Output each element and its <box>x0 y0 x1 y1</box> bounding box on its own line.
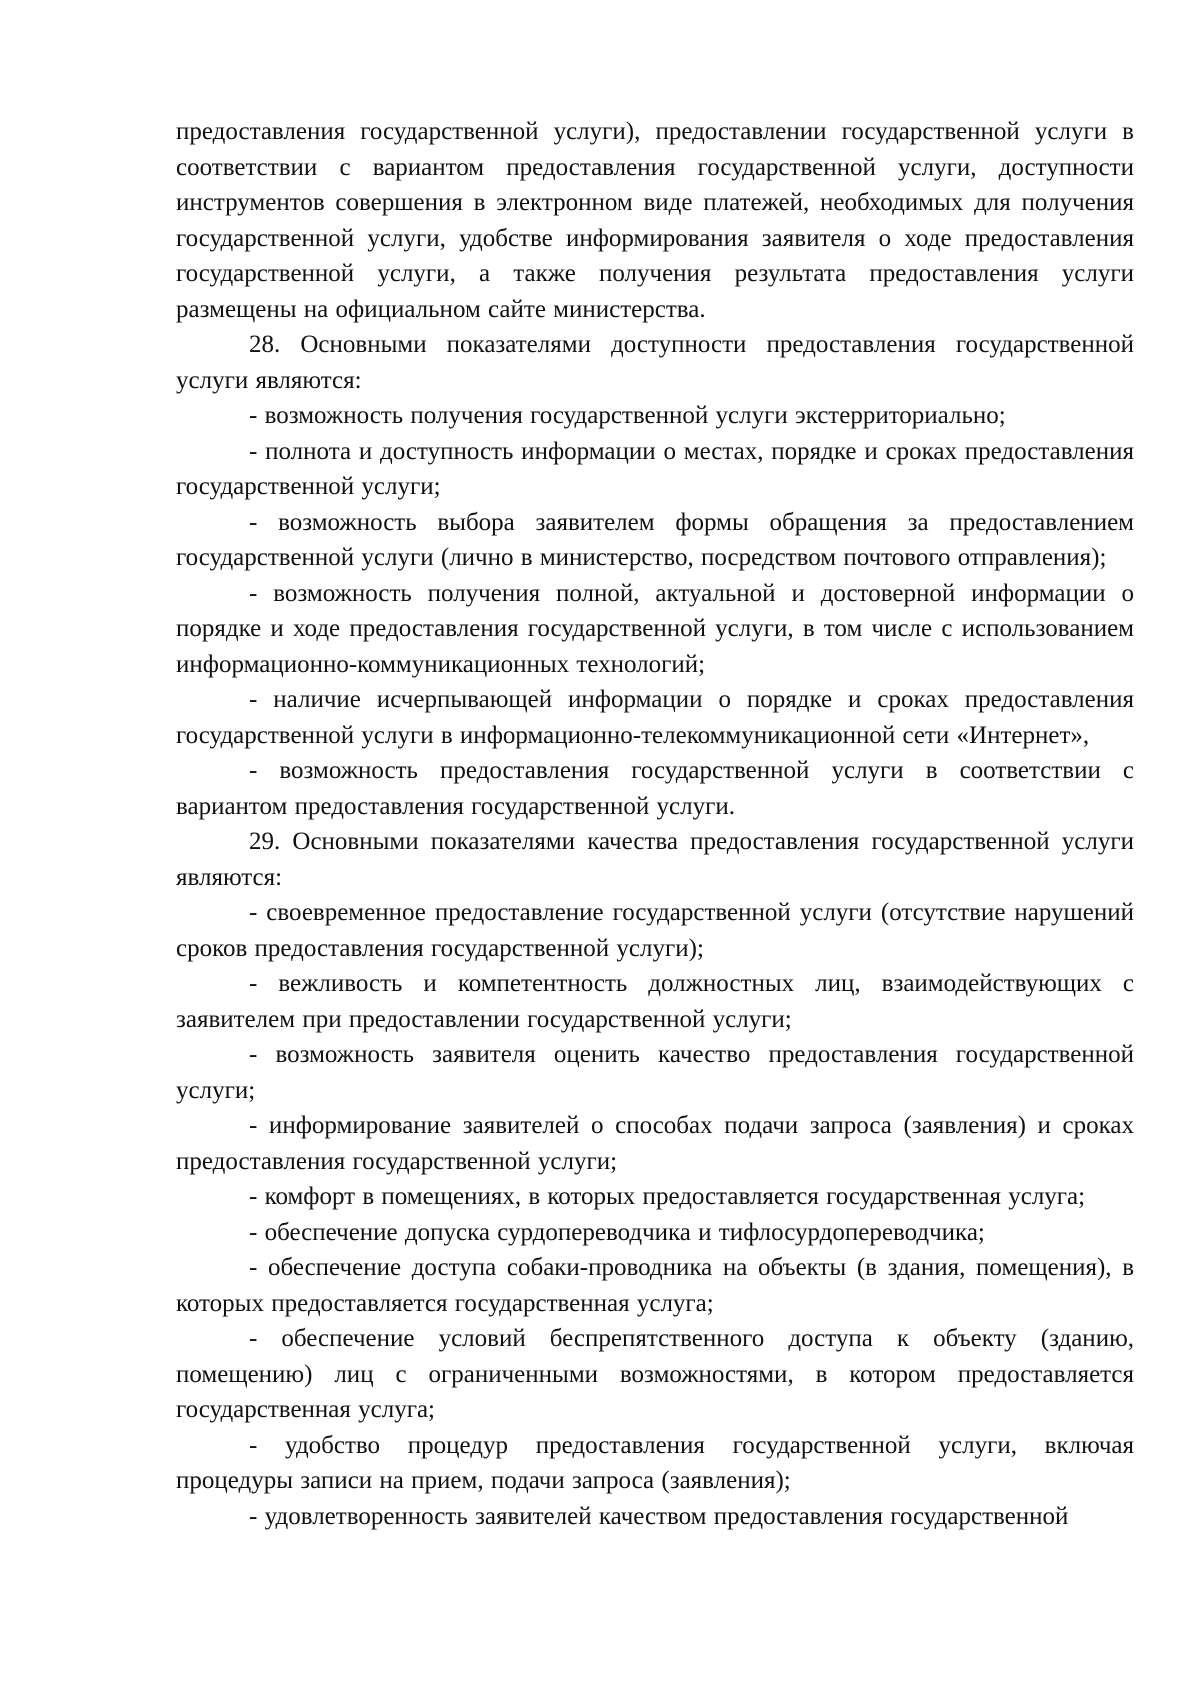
list-item: - полнота и доступность информации о местах, порядке и сроках предоставления государственной услуги; <box>176 437 1134 500</box>
list-item: - возможность предоставления государственной услуги в соответствии с вариантом предоставления государственной услуги. <box>176 757 1134 820</box>
list-item: - удовлетворенность заявителей качеством предоставления государственной <box>249 1502 1069 1530</box>
clause-29-heading: 29. Основными показателями качества предоставления государственной услуги являются: <box>176 828 1134 891</box>
list-item: - вежливость и компетентность должностных лиц, взаимодействующих с заявителем при предоставлении государственной услуги; <box>176 970 1134 1033</box>
list-item: - своевременное предоставление государственной услуги (отсутствие нарушений сроков предоставления государственной услуги); <box>176 899 1134 962</box>
document-body <box>176 114 1134 1534</box>
list-item: - возможность получения полной, актуальной и достоверной информации о порядке и ходе предоставления государственной услуги, в том числе с использованием информационно-коммуникационных технологий; <box>176 579 1134 678</box>
list-item: - обеспечение доступа собаки-проводника на объекты (в здания, помещения), в которых предоставляется государственная услуга; <box>176 1254 1134 1317</box>
list-item: - наличие исчерпывающей информации о порядке и сроках предоставления государственной услуги в информационно-телекоммуникационной сети «Интернет», <box>176 686 1134 749</box>
list-item: - информирование заявителей о способах подачи запроса (заявления) и сроках предоставления государственной услуги; <box>176 1112 1134 1175</box>
list-item: - обеспечение условий беспрепятственного доступа к объекту (зданию, помещению) лиц с ограниченными возможностями, в котором предоставляется государственная услуга; <box>176 1325 1134 1423</box>
clause-28-heading: 28. Основными показателями доступности предоставления государственной услуги являются: <box>176 331 1134 394</box>
list-item: - возможность заявителя оценить качество предоставления государственной услуги; <box>176 1041 1134 1104</box>
list-item: - удобство процедур предоставления государственной услуги, включая процедуры записи на прием, подачи запроса (заявления); <box>176 1431 1134 1494</box>
list-item: - возможность выбора заявителем формы обращения за предоставлением государственной услуги (лично в министерство, посредством почтового отправления); <box>176 508 1134 571</box>
list-item: - комфорт в помещениях, в которых предоставляется государственная услуга; <box>249 1183 1086 1210</box>
paragraph-continuation: предоставления государственной услуги), предоставлении государственной услуги в соответствии с вариантом предоставления государственной услуги, доступности инструментов совершения в электронном виде платежей, необходимых для получения государственной услуги, удобстве информирования заявителя о ходе предоставления государственной услуги, а также получения результата предоставления услуги размещены на официальном сайте министерства. <box>176 118 1134 323</box>
list-item: - обеспечение допуска сурдопереводчика и тифлосурдопереводчика; <box>249 1218 985 1246</box>
list-item: - возможность получения государственной услуги экстерриториально; <box>249 402 1006 429</box>
